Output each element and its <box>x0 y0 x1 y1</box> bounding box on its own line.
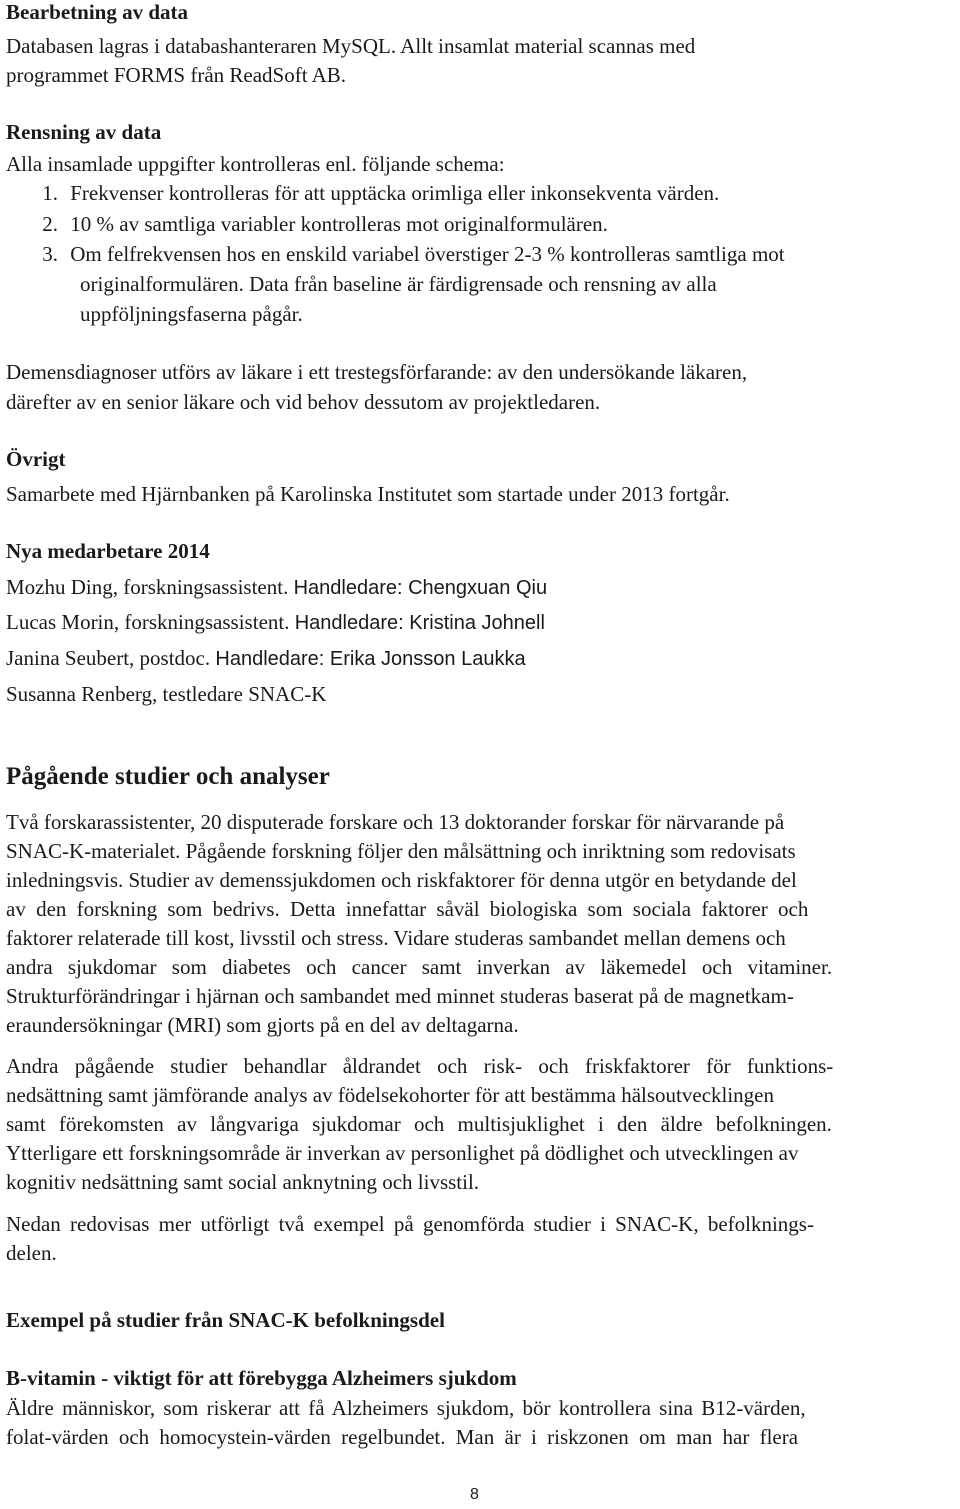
paragraph-line: Samarbete med Hjärnbanken på Karolinska Institutet som startade under 2013 fortgår. <box>6 482 730 506</box>
section-heading-rensning: Rensning av data <box>6 120 162 144</box>
list-item <box>0 210 608 238</box>
staff-entry <box>6 644 526 673</box>
list-number: 3. <box>42 242 58 266</box>
list-text: Om felfrekvensen hos en enskild variabel överstiger 2-3 % kontrolleras samtliga mot <box>70 242 785 266</box>
paragraph-line: Andra pågående studier behandlar åldrandet och risk- och friskfaktorer för funktions- <box>6 1054 834 1078</box>
list-text: 10 % av samtliga variabler kontrolleras mot originalformulären. <box>70 212 608 236</box>
staff-name: Janina Seubert, postdoc. <box>6 646 211 670</box>
section-heading-ovrigt: Övrigt <box>6 447 66 471</box>
page-number: 8 <box>470 1486 479 1503</box>
section-heading-pagaende: Pågående studier och analyser <box>6 763 330 790</box>
paragraph-line: inledningsvis. Studier av demenssjukdomen och riskfaktorer för denna utgör en betydande del <box>6 868 797 892</box>
section-heading-b-vitamin: B-vitamin - viktigt för att förebygga Alzheimers sjukdom <box>6 1366 517 1390</box>
list-item <box>0 179 719 207</box>
section-heading-nya-medarbetare: Nya medarbetare 2014 <box>6 539 210 563</box>
paragraph-line: andra sjukdomar som diabetes och cancer samt inverkan av läkemedel och vitaminer. <box>6 955 833 979</box>
paragraph-line: delen. <box>6 1241 57 1265</box>
list-number: 2. <box>42 212 58 236</box>
paragraph-line: Demensdiagnoser utförs av läkare i ett trestegsförfarande: av den undersökande läkaren, <box>6 360 748 384</box>
staff-name: Lucas Morin, forskningsassistent. <box>6 610 290 634</box>
paragraph-line: Ytterligare ett forskningsområde är inverkan av personlighet på dödlighet och utvecklingen av <box>6 1141 799 1165</box>
paragraph-line: kognitiv nedsättning samt social anknytning och livsstil. <box>6 1170 480 1194</box>
list-continuation: uppföljningsfaserna pågår. <box>80 302 303 326</box>
staff-name: Susanna Renberg, testledare SNAC-K <box>6 682 327 706</box>
paragraph-line: samt förekomsten av långvariga sjukdomar och multisjuklighet i den äldre befolkningen. <box>6 1112 832 1136</box>
paragraph-line: Två forskarassistenter, 20 disputerade forskare och 13 doktorander forskar för närvarande på <box>6 810 785 834</box>
paragraph-line: av den forskning som bedrivs. Detta innefattar såväl biologiska som sociala faktorer och <box>6 897 809 921</box>
staff-entry <box>6 680 326 708</box>
paragraph-line: Databasen lagras i databashanteraren MySQL. Allt insamlat material scannas med <box>6 34 696 58</box>
staff-name: Mozhu Ding, forskningsassistent. <box>6 575 289 599</box>
paragraph-line: eraundersökningar (MRI) som gjorts på en del av deltagarna. <box>6 1013 519 1037</box>
list-item <box>0 240 785 268</box>
staff-supervisor: Handledare: Chengxuan Qiu <box>293 577 548 599</box>
paragraph-line: Alla insamlade uppgifter kontrolleras enl. följande schema: <box>6 152 505 176</box>
section-heading-exempel: Exempel på studier från SNAC-K befolkningsdel <box>6 1308 445 1332</box>
paragraph-line: SNAC-K-materialet. Pågående forskning följer den målsättning och inriktning som redovisats <box>6 839 796 863</box>
paragraph-line: programmet FORMS från ReadSoft AB. <box>6 63 347 87</box>
staff-entry <box>6 608 545 637</box>
paragraph-line: folat-värden och homocystein-värden regelbundet. Man är i riskzonen om man har flera <box>6 1425 799 1449</box>
paragraph-line: därefter av en senior läkare och vid behov dessutom av projektledaren. <box>6 390 601 414</box>
staff-supervisor: Handledare: Kristina Johnell <box>294 612 545 634</box>
paragraph-line: Äldre människor, som riskerar att få Alzheimers sjukdom, bör kontrollera sina B12-värden, <box>6 1396 806 1420</box>
paragraph-line: Nedan redovisas mer utförligt två exempel på genomförda studier i SNAC-K, befolknings- <box>6 1212 814 1236</box>
section-heading-bearbetning: Bearbetning av data <box>6 0 189 24</box>
list-text: Frekvenser kontrolleras för att upptäcka orimliga eller inkonsekventa värden. <box>70 181 720 205</box>
staff-entry <box>6 573 547 602</box>
paragraph-line: Strukturförändringar i hjärnan och sambandet med minnet studeras baserat på de magnetkam- <box>6 984 794 1008</box>
list-number: 1. <box>42 181 58 205</box>
list-continuation: originalformulären. Data från baseline är färdigrensade och rensning av alla <box>80 272 717 296</box>
paragraph-line: faktorer relaterade till kost, livsstil och stress. Vidare studeras sambandet mellan demens och <box>6 926 786 950</box>
paragraph-line: nedsättning samt jämförande analys av födelsekohorter för att bestämma hälsoutvecklingen <box>6 1083 775 1107</box>
staff-supervisor: Handledare: Erika Jonsson Laukka <box>215 648 526 670</box>
